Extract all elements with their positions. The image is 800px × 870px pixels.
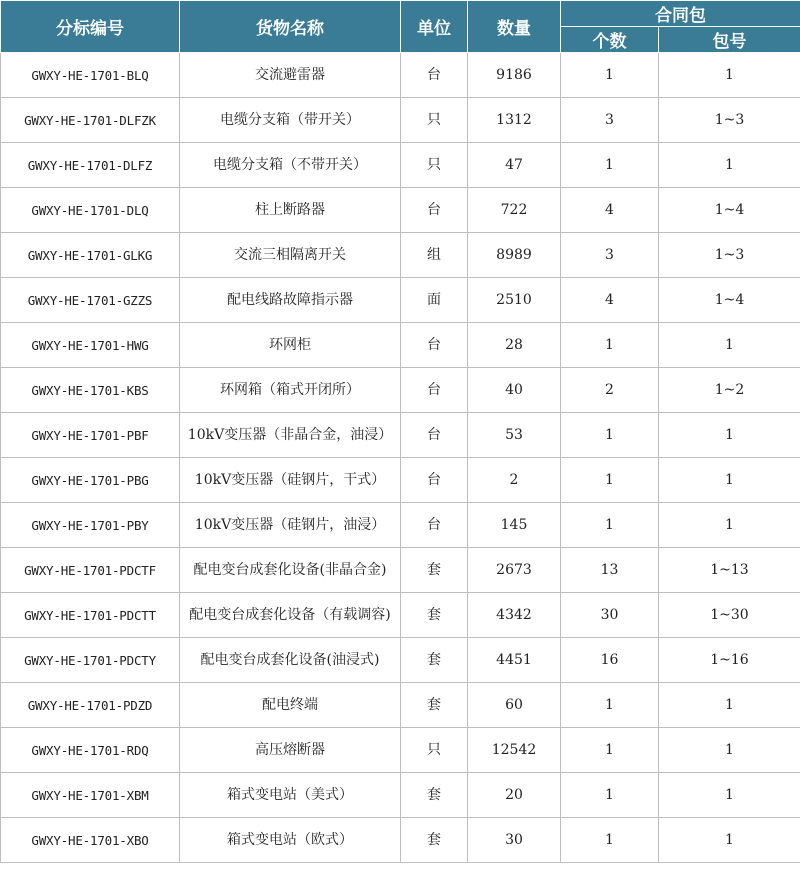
cell-count: 3 <box>561 98 659 143</box>
table-row <box>1 323 800 368</box>
cell-count: 13 <box>561 548 659 593</box>
cell-unit: 套 <box>401 593 468 638</box>
cell-count: 1 <box>561 683 659 728</box>
cell-unit: 台 <box>401 368 468 413</box>
cell-quantity: 20 <box>468 773 561 818</box>
header-count: 个数 <box>561 27 659 53</box>
cell-package-no: 1 <box>659 458 800 503</box>
cell-name: 箱式变电站（欧式） <box>180 818 401 863</box>
cell-unit: 只 <box>401 98 468 143</box>
cell-package-no: 1 <box>659 413 800 458</box>
table-row <box>1 728 800 773</box>
cell-unit: 套 <box>401 638 468 683</box>
cell-count: 1 <box>561 413 659 458</box>
cell-quantity: 12542 <box>468 728 561 773</box>
cell-count: 4 <box>561 278 659 323</box>
cell-package-no: 1~3 <box>659 98 800 143</box>
cell-name: 交流三相隔离开关 <box>180 233 401 278</box>
cell-unit: 台 <box>401 323 468 368</box>
table-row <box>1 458 800 503</box>
cell-code: GWXY-HE-1701-DLQ <box>1 188 180 233</box>
cell-unit: 只 <box>401 728 468 773</box>
cell-package-no: 1 <box>659 503 800 548</box>
cell-code: GWXY-HE-1701-DLFZK <box>1 98 180 143</box>
cell-quantity: 2 <box>468 458 561 503</box>
table-row <box>1 368 800 413</box>
table-row <box>1 683 800 728</box>
table-row <box>1 548 800 593</box>
cell-code: GWXY-HE-1701-DLFZ <box>1 143 180 188</box>
table-row <box>1 638 800 683</box>
cell-package-no: 1~30 <box>659 593 800 638</box>
table-row <box>1 143 800 188</box>
table-row <box>1 773 800 818</box>
cell-unit: 台 <box>401 458 468 503</box>
cell-package-no: 1~2 <box>659 368 800 413</box>
cell-quantity: 8989 <box>468 233 561 278</box>
cell-code: GWXY-HE-1701-PBF <box>1 413 180 458</box>
cell-code: GWXY-HE-1701-PDCTY <box>1 638 180 683</box>
cell-count: 1 <box>561 143 659 188</box>
cell-unit: 套 <box>401 548 468 593</box>
cell-package-no: 1 <box>659 53 800 98</box>
cell-count: 16 <box>561 638 659 683</box>
cell-package-no: 1~16 <box>659 638 800 683</box>
cell-name: 配电终端 <box>180 683 401 728</box>
cell-name: 10kV变压器（非晶合金，油浸） <box>180 413 401 458</box>
cell-name: 箱式变电站（美式） <box>180 773 401 818</box>
cell-code: GWXY-HE-1701-KBS <box>1 368 180 413</box>
cell-quantity: 4451 <box>468 638 561 683</box>
cell-name: 10kV变压器（硅钢片，油浸） <box>180 503 401 548</box>
cell-count: 1 <box>561 818 659 863</box>
cell-quantity: 145 <box>468 503 561 548</box>
cell-package-no: 1~4 <box>659 188 800 233</box>
cell-unit: 面 <box>401 278 468 323</box>
cell-quantity: 28 <box>468 323 561 368</box>
table-row <box>1 503 800 548</box>
cell-quantity: 722 <box>468 188 561 233</box>
cell-code: GWXY-HE-1701-PBG <box>1 458 180 503</box>
table-body <box>1 53 800 863</box>
cell-code: GWXY-HE-1701-PDCTT <box>1 593 180 638</box>
table-row <box>1 98 800 143</box>
cell-count: 1 <box>561 323 659 368</box>
header-code: 分标编号 <box>1 1 180 53</box>
cell-unit: 套 <box>401 773 468 818</box>
cell-quantity: 60 <box>468 683 561 728</box>
header-unit: 单位 <box>401 1 468 53</box>
cell-count: 1 <box>561 773 659 818</box>
cell-unit: 只 <box>401 143 468 188</box>
cell-unit: 台 <box>401 503 468 548</box>
table-header <box>1 1 800 53</box>
cell-name: 配电线路故障指示器 <box>180 278 401 323</box>
cell-package-no: 1 <box>659 728 800 773</box>
cell-unit: 套 <box>401 818 468 863</box>
table-row <box>1 188 800 233</box>
cell-package-no: 1 <box>659 818 800 863</box>
cell-name: 配电变台成套化设备（有载调容) <box>180 593 401 638</box>
cell-name: 高压熔断器 <box>180 728 401 773</box>
header-package-no: 包号 <box>659 27 800 53</box>
cell-unit: 台 <box>401 53 468 98</box>
cell-count: 30 <box>561 593 659 638</box>
cell-code: GWXY-HE-1701-PDZD <box>1 683 180 728</box>
cell-code: GWXY-HE-1701-XBO <box>1 818 180 863</box>
cell-count: 1 <box>561 503 659 548</box>
cell-name: 环网箱（箱式开闭所） <box>180 368 401 413</box>
cell-quantity: 9186 <box>468 53 561 98</box>
cell-code: GWXY-HE-1701-GZZS <box>1 278 180 323</box>
table-row <box>1 53 800 98</box>
cell-unit: 台 <box>401 413 468 458</box>
cell-name: 电缆分支箱（不带开关） <box>180 143 401 188</box>
cell-quantity: 4342 <box>468 593 561 638</box>
cell-quantity: 53 <box>468 413 561 458</box>
table-row <box>1 818 800 863</box>
cell-quantity: 47 <box>468 143 561 188</box>
cell-unit: 组 <box>401 233 468 278</box>
cell-name: 环网柜 <box>180 323 401 368</box>
cell-count: 1 <box>561 458 659 503</box>
cell-package-no: 1 <box>659 143 800 188</box>
header-contract-package: 合同包 <box>561 1 800 27</box>
cell-count: 3 <box>561 233 659 278</box>
cell-name: 10kV变压器（硅钢片，干式） <box>180 458 401 503</box>
cell-code: GWXY-HE-1701-HWG <box>1 323 180 368</box>
cell-code: GWXY-HE-1701-XBM <box>1 773 180 818</box>
header-name: 货物名称 <box>180 1 401 53</box>
table-row <box>1 278 800 323</box>
cell-quantity: 2673 <box>468 548 561 593</box>
cell-unit: 台 <box>401 188 468 233</box>
cell-quantity: 30 <box>468 818 561 863</box>
table-row <box>1 413 800 458</box>
cell-package-no: 1~13 <box>659 548 800 593</box>
cell-name: 配电变台成套化设备(油浸式) <box>180 638 401 683</box>
table-row <box>1 593 800 638</box>
cell-code: GWXY-HE-1701-BLQ <box>1 53 180 98</box>
cell-package-no: 1 <box>659 773 800 818</box>
cell-package-no: 1~4 <box>659 278 800 323</box>
cell-name: 配电变台成套化设备(非晶合金) <box>180 548 401 593</box>
cell-code: GWXY-HE-1701-PDCTF <box>1 548 180 593</box>
cell-count: 4 <box>561 188 659 233</box>
cell-code: GWXY-HE-1701-PBY <box>1 503 180 548</box>
header-quantity: 数量 <box>468 1 561 53</box>
cell-count: 2 <box>561 368 659 413</box>
cell-quantity: 1312 <box>468 98 561 143</box>
cell-code: GWXY-HE-1701-GLKG <box>1 233 180 278</box>
table-row <box>1 233 800 278</box>
cell-name: 柱上断路器 <box>180 188 401 233</box>
cell-quantity: 40 <box>468 368 561 413</box>
cell-package-no: 1 <box>659 323 800 368</box>
cell-count: 1 <box>561 728 659 773</box>
cell-package-no: 1~3 <box>659 233 800 278</box>
cell-package-no: 1 <box>659 683 800 728</box>
cell-code: GWXY-HE-1701-RDQ <box>1 728 180 773</box>
cell-count: 1 <box>561 53 659 98</box>
cell-unit: 套 <box>401 683 468 728</box>
cell-quantity: 2510 <box>468 278 561 323</box>
cell-name: 电缆分支箱（带开关） <box>180 98 401 143</box>
cell-name: 交流避雷器 <box>180 53 401 98</box>
